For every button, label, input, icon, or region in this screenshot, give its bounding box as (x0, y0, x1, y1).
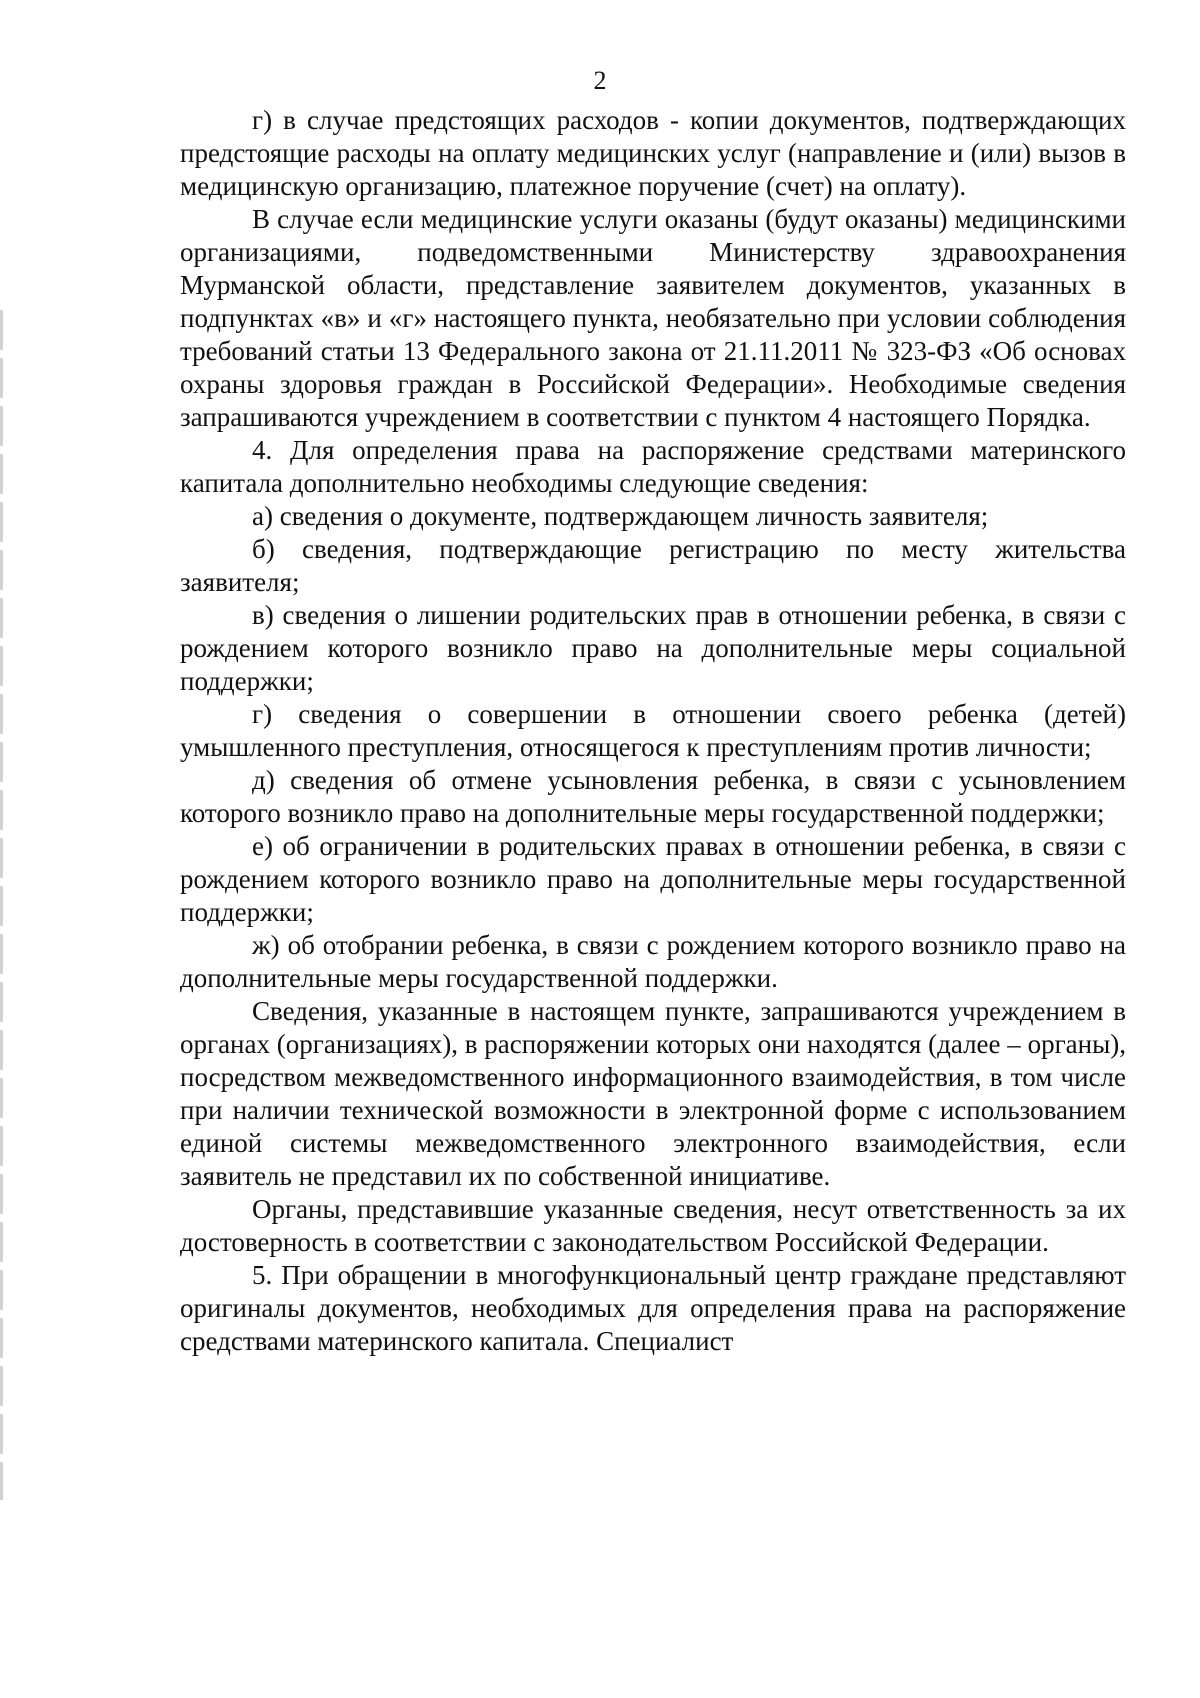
page-number: 2 (593, 66, 607, 95)
paragraph-point-5: 5. При обращении в многофункциональный центр граждане представляют оригиналы документов, необходимых для определения права на распоряжение средствами материнского капитала. Специалист (180, 1260, 1126, 1356)
paragraph-item-e: е) об ограничении в родительских правах в отношении ребенка, в связи с рождением которого возникло право на дополнительные меры государственной поддержки; (180, 831, 1126, 927)
document-body (180, 104, 1126, 1358)
paragraph-responsibility: Органы, представившие указанные сведения, несут ответственность за их достоверность в соответствии с законодательством Российской Федерации. (180, 1194, 1126, 1257)
paragraph-item-d: д) сведения об отмене усыновления ребенка, в связи с усыновлением которого возникло право на дополнительные меры государственной поддержки; (180, 765, 1126, 828)
paragraph-item-g-expenses: г) в случае предстоящих расходов - копии документов, подтверждающих предстоящие расходы на оплату медицинских услуг (направление и (или) вызов в медицинскую организацию, платежное поручение (счет) на оплату). (180, 105, 1126, 201)
paragraph-interagency-request: Сведения, указанные в настоящем пункте, запрашиваются учреждением в органах (организациях), в распоряжении которых они находятся (далее – органы), посредством межведомственного информационного взаимодействия, в том числе при наличии технической возможности в электронной форме с использованием единой системы межведомственного электронного взаимодействия, если заявитель не представил их по собственной инициативе. (180, 996, 1126, 1191)
paragraph-item-g: г) сведения о совершении в отношении своего ребенка (детей) умышленного преступления, относящегося к преступлениям против личности; (180, 699, 1126, 762)
paragraph-item-b: б) сведения, подтверждающие регистрацию по месту жительства заявителя; (180, 534, 1126, 597)
scan-edge-artifact (0, 310, 3, 1500)
paragraph-subordinate-organizations: В случае если медицинские услуги оказаны (будут оказаны) медицинскими организациями, подведомственными Министерству здравоохранения Мурманской области, представление заявителем документов, указанных в подпунктах «в» и «г» настоящего пункта, необязательно при условии соблюдения требований статьи 13 Федерального закона от 21.11.2011 № 323-ФЗ «Об основах охраны здоровья граждан в Российской Федерации». Необходимые сведения запрашиваются учреждением в соответствии с пунктом 4 настоящего Порядка. (180, 204, 1126, 432)
paragraph-item-a: а) сведения о документе, подтверждающем личность заявителя; (252, 501, 989, 531)
paragraph-point-4-intro: 4. Для определения права на распоряжение средствами материнского капитала дополнительно необходимы следующие сведения: (180, 435, 1126, 498)
paragraph-item-v: в) сведения о лишении родительских прав в отношении ребенка, в связи с рождением которого возникло право на дополнительные меры социальной поддержки; (180, 600, 1126, 696)
paragraph-item-zh: ж) об отобрании ребенка, в связи с рождением которого возникло право на дополнительные меры государственной поддержки. (180, 930, 1126, 993)
